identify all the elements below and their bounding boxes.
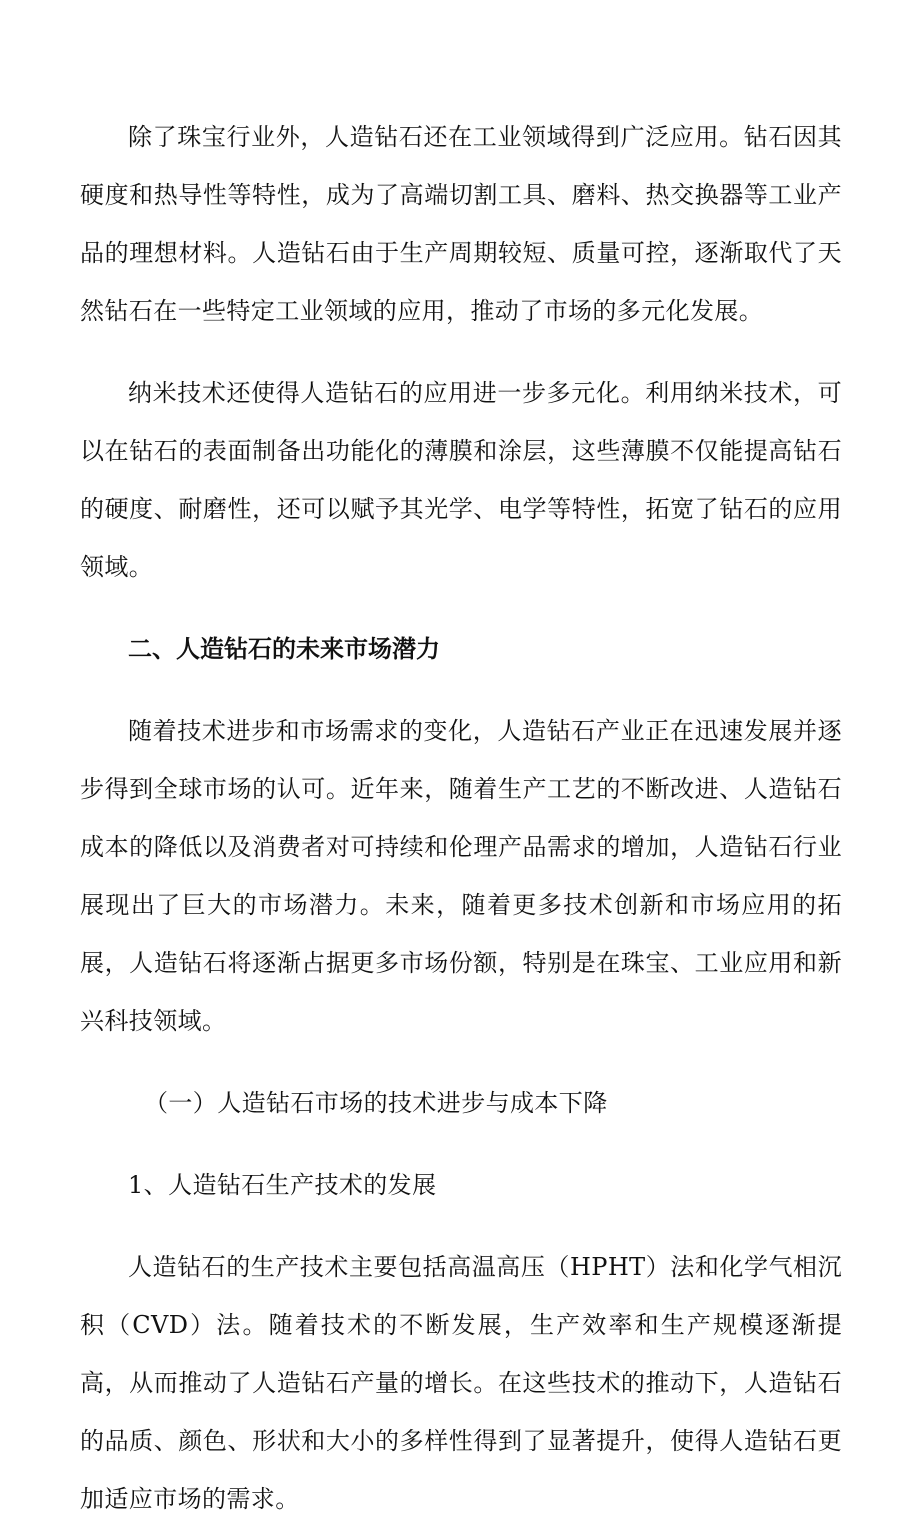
body-paragraph: 除了珠宝行业外，人造钻石还在工业领域得到广泛应用。钻石因其硬度和热导性等特性，成为了高端切割工具、磨料、热交换器等工业产品的理想材料。人造钻石由于生产周期较短、质量可控，逐渐取代了天然钻石在一些特定工业领域的应用，推动了市场的多元化发展。 xyxy=(80,123,842,325)
paragraph-spacer xyxy=(80,340,842,364)
subsection-heading: （一）人造钻石市场的技术进步与成本下降 xyxy=(144,1089,608,1117)
paragraph-spacer xyxy=(80,1050,842,1074)
paragraph-spacer xyxy=(80,1132,842,1156)
section-heading: 二、人造钻石的未来市场潜力 xyxy=(128,634,440,663)
paragraph-spacer xyxy=(80,678,842,702)
paragraph-spacer xyxy=(80,1214,842,1238)
paragraph-spacer xyxy=(80,596,842,620)
body-paragraph: 纳米技术还使得人造钻石的应用进一步多元化。利用纳米技术，可以在钻石的表面制备出功能化的薄膜和涂层，这些薄膜不仅能提高钻石的硬度、耐磨性，还可以赋予其光学、电学等特性，拓宽了钻石的应用领域。 xyxy=(80,379,842,581)
body-paragraph: 人造钻石的生产技术主要包括高温高压（HPHT）法和化学气相沉积（CVD）法。随着技术的不断发展，生产效率和生产规模逐渐提高，从而推动了人造钻石产量的增长。在这些技术的推动下，人造钻石的品质、颜色、形状和大小的多样性得到了显著提升，使得人造钻石更加适应市场的需求。 xyxy=(80,1253,842,1513)
item-heading: 1、人造钻石生产技术的发展 xyxy=(128,1171,437,1199)
body-paragraph: 随着技术进步和市场需求的变化，人造钻石产业正在迅速发展并逐步得到全球市场的认可。近年来，随着生产工艺的不断改进、人造钻石成本的降低以及消费者对可持续和伦理产品需求的增加，人造钻石行业展现出了巨大的市场潜力。未来，随着更多技术创新和市场应用的拓展，人造钻石将逐渐占据更多市场份额，特别是在珠宝、工业应用和新兴科技领域。 xyxy=(80,717,842,1035)
